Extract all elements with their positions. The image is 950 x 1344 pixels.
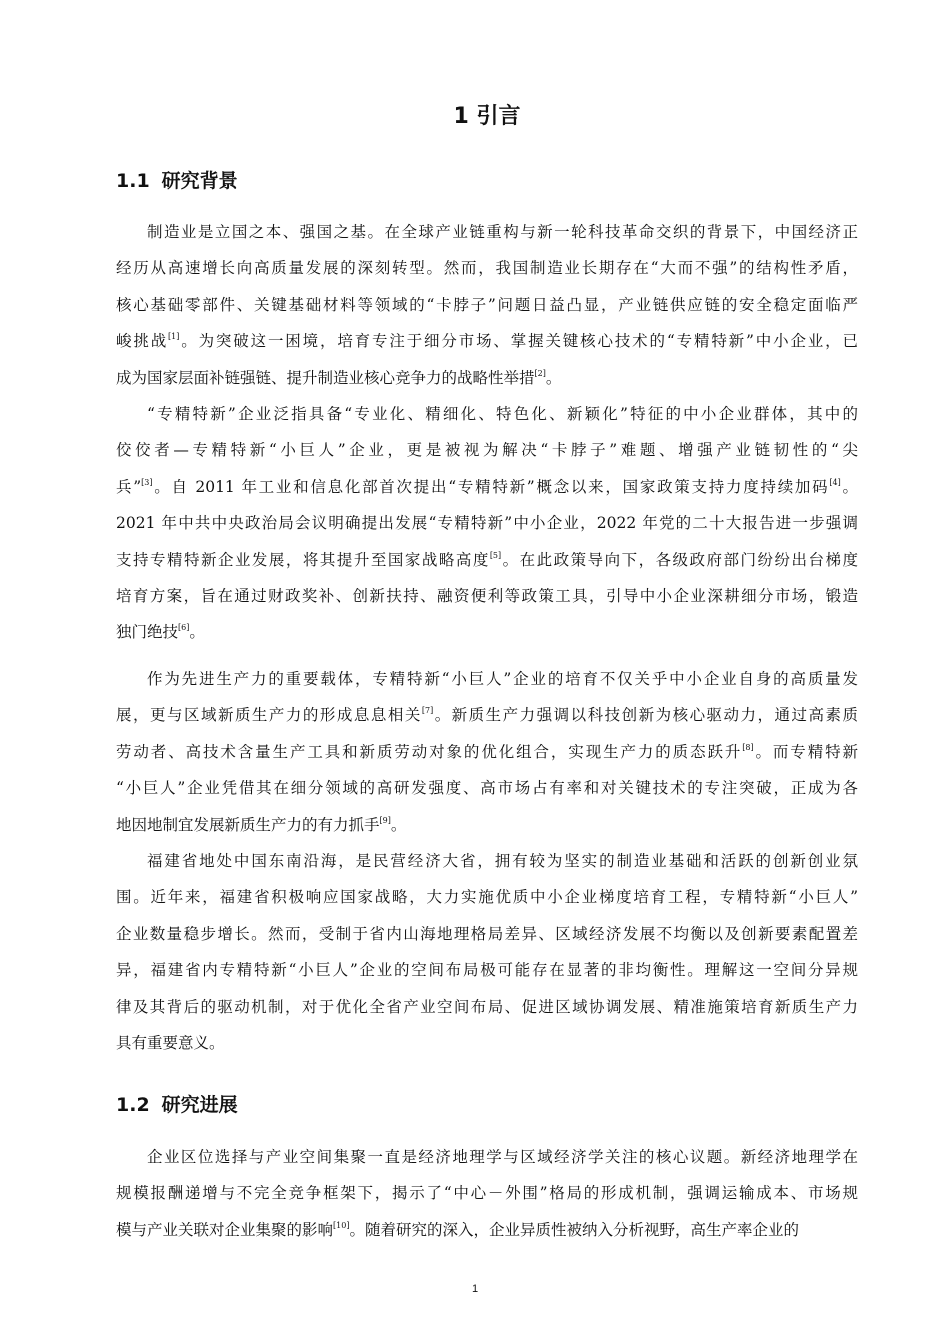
section-heading-1-2	[116, 1090, 238, 1120]
section-title-text: 研究背景	[161, 170, 238, 192]
text-line	[116, 214, 858, 250]
citation-ref: [1]	[168, 332, 180, 342]
text-run: 佼佼者—专精特新“小巨人”企业，更是被视为解决“卡脖子”难题、增强产业链韧性的“尖	[116, 441, 858, 460]
text-line	[116, 1025, 858, 1061]
citation-ref: [5]	[489, 550, 502, 560]
text-line	[116, 770, 858, 806]
text-run: 。	[390, 815, 407, 834]
text-run: 独门绝技	[116, 623, 179, 642]
text-line	[116, 505, 858, 541]
text-run: 。新质生产力强调以科技创新为核心驱动力，通过高素质	[433, 706, 858, 725]
citation-ref: [10]	[333, 1220, 350, 1230]
text-line	[116, 614, 858, 650]
text-run: 兵”	[116, 477, 142, 496]
text-run: 培育方案，旨在通过财政奖补、创新扶持、融资便利等政策工具，引导中小企业深耕细分市场，锻造	[116, 586, 858, 605]
text-run: 。为突破这一困境，培育专注于细分市场、掌握关键核心技术的“专精特新”中小企业，已	[179, 332, 858, 351]
text-run: 核心基础零部件、关键基础材料等领域的“卡脖子”问题日益凸显，产业链供应链的安全稳定面临严	[116, 295, 858, 314]
text-run: 。在此政策导向下，各级政府部门纷纷出台梯度	[501, 550, 858, 569]
section-heading-1-1	[116, 166, 238, 196]
text-run: 。	[840, 477, 858, 496]
section-number: 1.2	[116, 1094, 150, 1116]
text-line	[116, 360, 858, 396]
text-line	[116, 989, 858, 1025]
text-line	[116, 469, 858, 505]
text-run: 成为国家层面补链强链、提升制造业核心竞争力的战略性举措	[116, 368, 535, 387]
text-run: 。	[189, 623, 205, 642]
text-line	[116, 661, 858, 697]
citation-ref: [2]	[534, 368, 546, 378]
section-number: 1.1	[116, 170, 150, 192]
text-line	[116, 807, 858, 843]
citation-ref: [7]	[421, 706, 434, 716]
chapter-title: 1 引言	[453, 104, 521, 129]
text-run: 。	[545, 368, 562, 387]
text-line	[116, 1212, 858, 1248]
text-run: 福建省地处中国东南沿海，是民营经济大省，拥有较为坚实的制造业基础和活跃的创新创业氛	[147, 852, 858, 870]
text-line	[116, 843, 858, 879]
text-line	[116, 578, 858, 614]
text-line	[116, 916, 858, 952]
text-run: 。随着研究的深入，企业异质性被纳入分析视野，高生产率企业的	[349, 1220, 799, 1239]
text-run: 。而专精特新	[753, 742, 858, 761]
text-run: “专精特新”企业泛指具备“专业化、精细化、特色化、新颖化”特征的中小企业群体，其中的	[147, 405, 858, 423]
text-run: 围。近年来，福建省积极响应国家战略，大力实施优质中小企业梯度培育工程，专精特新“小巨人”	[116, 888, 858, 907]
paragraph	[116, 214, 858, 396]
text-run: 具有重要意义。	[116, 1033, 225, 1052]
text-line	[116, 1139, 858, 1175]
citation-ref: [6]	[178, 623, 190, 633]
paragraph	[116, 843, 858, 1061]
text-line	[116, 879, 858, 915]
text-run: 。自 2011 年工业和信息化部首次提出“专精特新”概念以来，国家政策支持力度持续加码	[152, 477, 830, 496]
text-run: 制造业是立国之本、强国之基。在全球产业链重构与新一轮科技革命交织的背景下，中国经济正	[147, 223, 858, 241]
text-run: 作为先进生产力的重要载体，专精特新“小巨人”企业的培育不仅关乎中小企业自身的高质量发	[147, 670, 858, 688]
text-run: “小巨人”企业凭借其在细分领域的高研发强度、高市场占有率和对关键技术的专注突破，正成为各	[116, 779, 858, 798]
text-run: 峻挑战	[116, 332, 169, 351]
citation-ref: [9]	[379, 815, 391, 825]
text-run: 企业区位选择与产业空间集聚一直是经济地理学与区域经济学关注的核心议题。新经济地理学在	[147, 1148, 858, 1166]
text-line	[116, 1175, 858, 1211]
text-line	[116, 734, 858, 770]
paragraph	[116, 661, 858, 843]
text-line	[116, 323, 858, 359]
page-number: 1	[471, 1283, 479, 1295]
text-line	[116, 287, 858, 323]
text-line	[116, 697, 858, 733]
citation-ref: [4]	[829, 477, 841, 487]
text-run: 展，更与区域新质生产力的形成息息相关	[116, 706, 422, 725]
text-run: 律及其背后的驱动机制，对于优化全省产业空间布局、促进区域协调发展、精准施策培育新质生产力	[116, 997, 858, 1016]
text-run: 模与产业关联对企业集聚的影响	[116, 1220, 334, 1239]
section-title-text: 研究进展	[161, 1094, 238, 1116]
text-run: 支持专精特新企业发展，将其提升至国家战略高度	[116, 550, 490, 569]
text-line	[116, 952, 858, 988]
text-run: 地因地制宜发展新质生产力的有力抓手	[116, 815, 380, 834]
paragraph	[116, 1139, 858, 1248]
text-line	[116, 542, 858, 578]
citation-ref: [3]	[141, 477, 153, 487]
text-run: 规模报酬递增与不完全竞争框架下，揭示了“中心－外围”格局的形成机制，强调运输成本、市场规	[116, 1184, 858, 1203]
text-line	[116, 432, 858, 468]
text-run: 劳动者、高技术含量生产工具和新质劳动对象的优化组合，实现生产力的质态跃升	[116, 742, 743, 761]
paragraph	[116, 396, 858, 651]
text-line	[116, 250, 858, 286]
text-run: 企业数量稳步增长。然而，受制于省内山海地理格局差异、区域经济发展不均衡以及创新要素配置差	[116, 924, 858, 943]
citation-ref: [8]	[742, 742, 754, 752]
text-run: 2021 年中共中央政治局会议明确提出发展“专精特新”中小企业，2022 年党的二十大报告进一步强调	[116, 514, 858, 533]
text-line	[116, 396, 858, 432]
text-run: 异，福建省内专精特新“小巨人”企业的空间布局极可能存在显著的非均衡性。理解这一空间分异规	[116, 961, 858, 980]
text-run: 经历从高速增长向高质量发展的深刻转型。然而，我国制造业长期存在“大而不强”的结构性矛盾，	[116, 259, 858, 278]
